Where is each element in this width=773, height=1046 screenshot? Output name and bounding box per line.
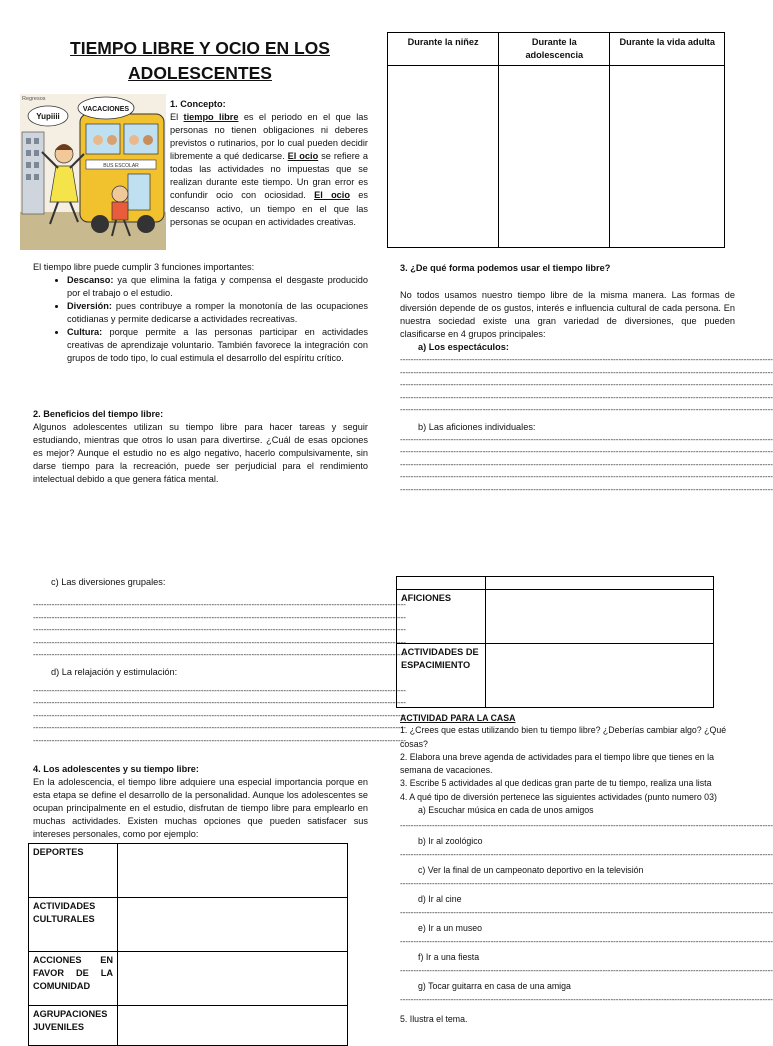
term-el-ocio: El ocio: [287, 151, 319, 162]
actividad-item: 1. ¿Crees que estas utilizando bien tu tiempo libre? ¿Deberías cambiar algo? ¿Qué cosas?: [400, 725, 727, 749]
bubble-vacaciones: VACACIONES: [82, 106, 130, 113]
answer-line[interactable]: --------------------------------------------------------------------------------------------------------------------------------------------: [33, 710, 406, 720]
answer-line[interactable]: --------------------------------------------------------------------------------------------------------------------------------------------: [400, 367, 773, 377]
actividad-final: 5. Ilustra el tema.: [400, 1013, 468, 1024]
section-actividad-casa: [400, 712, 773, 1025]
actividad-option: f) Ir a una fiesta: [418, 951, 480, 962]
aficiones-row-label: AFICIONES: [397, 590, 486, 644]
funcion-item: [67, 326, 368, 365]
section-adolescentes: [33, 763, 368, 841]
stage-header-adulta: Durante la vida adulta: [610, 33, 725, 66]
cartoon-illustration: [20, 94, 166, 250]
section-beneficios: [33, 408, 368, 486]
activity-row-cell[interactable]: [118, 1006, 348, 1046]
uso-d: d) La relajación y estimulación:: [51, 666, 178, 677]
page-title: TIEMPO LIBRE Y OCIO EN LOS ADOLESCENTES: [70, 38, 330, 84]
concepto-heading: 1. Concepto:: [170, 99, 226, 109]
answer-line[interactable]: --------------------------------------------------------------------------------------------------------------------------------------------: [33, 650, 406, 660]
uso-a: a) Los espectáculos:: [418, 342, 509, 353]
answer-line[interactable]: --------------------------------------------------------------------------------------------------------------------------------------------: [400, 380, 773, 390]
beneficios-text: Algunos adolescentes utilizan su tiempo libre para hacer tareas y seguir estudiando, mientras que otros lo usan para divertirse. ¿Cuál de esas opciones es mejor? Aunque el estudio no es algo negativo, hacerlo compulsivamente, sin darse tiempo para la recreación, puede ser perjudicial para el rendimiento intelectual debido a que genera fática mental.: [33, 422, 368, 485]
answer-line[interactable]: --------------------------------------------------------------------------------------------------------------------------------------------: [33, 698, 406, 708]
uso-b: b) Las aficiones individuales:: [418, 421, 536, 432]
activities-table: [28, 843, 348, 1046]
funcion-text: ya que elimina la fatiga y compensa el desgaste producido por el trabajo o el estudio.: [67, 275, 368, 299]
actividad-option: b) Ir al zoológico: [418, 835, 483, 846]
stages-table: [387, 32, 725, 248]
stage-cell[interactable]: [388, 66, 499, 248]
answer-line[interactable]: --------------------------------------------------------------------------------------------------------------------------------------------: [400, 355, 773, 365]
esparcimiento-row-label: ACTIVIDADES DE ESPACIMIENTO: [397, 644, 486, 708]
answer-line[interactable]: --------------------------------------------------------------------------------------------------------------------------------------------: [33, 600, 406, 610]
funcion-term: Cultura:: [67, 327, 103, 338]
uso-heading: 3. ¿De qué forma podemos usar el tiempo libre?: [400, 263, 611, 273]
actividad-item: 3. Escribe 5 actividades al que dedicas gran parte de tu tiempo, realiza una lista: [400, 778, 712, 789]
funcion-term: Diversión:: [67, 301, 112, 312]
actividad-item: 2. Elabora una breve agenda de actividades para el tiempo libre que tienes en la semana de vacaciones.: [400, 751, 714, 776]
funciones-list: [33, 274, 368, 365]
answer-line[interactable]: --------------------------------------------------------------------------------------------------------------------------------------------: [33, 625, 406, 635]
aficiones-row-cell[interactable]: [486, 590, 714, 644]
aficiones-table: [396, 576, 714, 708]
actividad-option: e) Ir a un museo: [418, 922, 483, 933]
answer-line[interactable]: --------------------------------------------------------------------------------------------------------------------------------------------: [33, 612, 406, 622]
answer-line[interactable]: --------------------------------------------------------------------------------------------------------------------------------------------: [400, 850, 773, 860]
answer-line[interactable]: --------------------------------------------------------------------------------------------------------------------------------------------: [400, 908, 773, 918]
uso-c: c) Las diversiones grupales:: [51, 577, 166, 587]
answer-line[interactable]: --------------------------------------------------------------------------------------------------------------------------------------------: [400, 937, 773, 947]
answer-line[interactable]: --------------------------------------------------------------------------------------------------------------------------------------------: [400, 484, 773, 494]
concepto-p1: es el periodo en el que las personas no tienen obligaciones ni deberes previstos o rutinarios, por lo cual pueden decidir libremente a qué dedicarse.: [170, 112, 368, 162]
adolescentes-text: En la adolescencia, el tiempo libre adquiere una especial importancia porque en esta etapa se define el desarrollo de la personalidad. Aunque los adolescentes se ocupan principalmente en el estudio, disfrutan de tiempo libre para emplearlo en muchas actividades. Existen muchas opciones que pueden satisfacer sus intereses personales, como por ejemplo:: [33, 777, 368, 840]
stage-header-adolescencia: Durante la adolescencia: [499, 33, 610, 66]
stage-header-ninez: Durante la niñez: [388, 33, 499, 66]
answer-line[interactable]: --------------------------------------------------------------------------------------------------------------------------------------------: [33, 735, 406, 745]
answer-line[interactable]: --------------------------------------------------------------------------------------------------------------------------------------------: [400, 472, 773, 482]
answer-line[interactable]: --------------------------------------------------------------------------------------------------------------------------------------------: [400, 392, 773, 402]
text-el: El: [170, 112, 179, 123]
answer-line[interactable]: --------------------------------------------------------------------------------------------------------------------------------------------: [33, 723, 406, 733]
answer-line[interactable]: --------------------------------------------------------------------------------------------------------------------------------------------: [400, 995, 773, 1005]
adolescentes-heading: 4. Los adolescentes y su tiempo libre:: [33, 764, 199, 774]
activity-row-cell[interactable]: [118, 844, 348, 898]
section-concepto: [170, 98, 368, 229]
section-c-d: [33, 576, 406, 747]
actividad-item: 4. A qué tipo de diversión pertenece las siguientes actividades (punto numero 03): [400, 791, 717, 802]
funcion-item: [67, 274, 368, 300]
funcion-item: [67, 300, 368, 326]
actividad-option: a) Escuchar música en cada de unos amigos: [418, 804, 594, 815]
activity-row-cell[interactable]: [118, 952, 348, 1006]
concepto-p2: se refiere a todas las actividades no impuestas que se realizan durante este tiempo. Un gran error es confundir ocio con ociosidad.: [170, 151, 368, 201]
funciones-intro: El tiempo libre puede cumplir 3 funciones importantes:: [33, 262, 255, 272]
activity-row-cell[interactable]: [118, 898, 348, 952]
actividad-heading: ACTIVIDAD PARA LA CASA: [400, 713, 516, 723]
answer-line[interactable]: --------------------------------------------------------------------------------------------------------------------------------------------: [33, 637, 406, 647]
funcion-text: porque permite a las personas participar en actividades creativas de aprendizaje voluntario. También favorece la integración con grupos de todo tipo, lo cual estimula el desarrollo del espíritu crítico.: [67, 327, 368, 364]
stage-cell[interactable]: [499, 66, 610, 248]
esparcimiento-row-cell[interactable]: [486, 644, 714, 708]
stage-cell[interactable]: [610, 66, 725, 248]
funcion-text: pues contribuye a romper la monotonía de las ocupaciones cotidianas y permite dedicarse a actividades recreativas.: [67, 301, 368, 325]
activity-row-label: ACCIONES EN FAVOR DE LA COMUNIDAD: [29, 952, 118, 1006]
bubble-yupiii: Yupiiii: [36, 112, 60, 121]
activity-row-label: AGRUPACIONES JUVENILES: [29, 1006, 118, 1046]
answer-line[interactable]: --------------------------------------------------------------------------------------------------------------------------------------------: [400, 821, 773, 831]
actividad-option: g) Tocar guitarra en casa de una amiga: [418, 980, 571, 991]
activity-row-label: DEPORTES: [29, 844, 118, 898]
concepto-p3: es descanso activo, un tiempo en el que las personas se ocupan en actividades creativas.: [170, 190, 368, 227]
answer-line[interactable]: --------------------------------------------------------------------------------------------------------------------------------------------: [400, 405, 773, 415]
term-el-ocio-2: El ocio: [314, 190, 350, 201]
funcion-term: Descanso:: [67, 275, 114, 286]
cartoon-sign: Regresos: [22, 96, 46, 102]
uso-text: No todos usamos nuestro tiempo libre de la misma manera. Las formas de diversión depende de os gustos, interés e influencia cultural de cada persona. En nuestra sociedad existe una gran variedad de diversiones, que pueden clasificarse en 4 grupos principales:: [400, 290, 735, 340]
section-funciones: [33, 261, 368, 366]
term-tiempo-libre: tiempo libre: [183, 112, 239, 123]
answer-line[interactable]: --------------------------------------------------------------------------------------------------------------------------------------------: [400, 879, 773, 889]
activity-row-label: ACTIVIDADES CULTURALES: [29, 898, 118, 952]
bus-sign: BUS ESCOLAR: [103, 163, 139, 169]
answer-line[interactable]: --------------------------------------------------------------------------------------------------------------------------------------------: [33, 685, 406, 695]
actividad-option: d) Ir al cine: [418, 893, 462, 904]
answer-line[interactable]: --------------------------------------------------------------------------------------------------------------------------------------------: [400, 966, 773, 976]
section-uso: [400, 262, 773, 496]
beneficios-heading: 2. Beneficios del tiempo libre:: [33, 409, 164, 419]
actividad-option: c) Ver la final de un campeonato deportivo en la televisión: [418, 864, 644, 875]
aficiones-table-cell: [397, 577, 486, 590]
answer-line[interactable]: --------------------------------------------------------------------------------------------------------------------------------------------: [400, 459, 773, 469]
answer-line[interactable]: --------------------------------------------------------------------------------------------------------------------------------------------: [400, 434, 773, 444]
answer-line[interactable]: --------------------------------------------------------------------------------------------------------------------------------------------: [400, 447, 773, 457]
aficiones-table-cell: [486, 577, 714, 590]
